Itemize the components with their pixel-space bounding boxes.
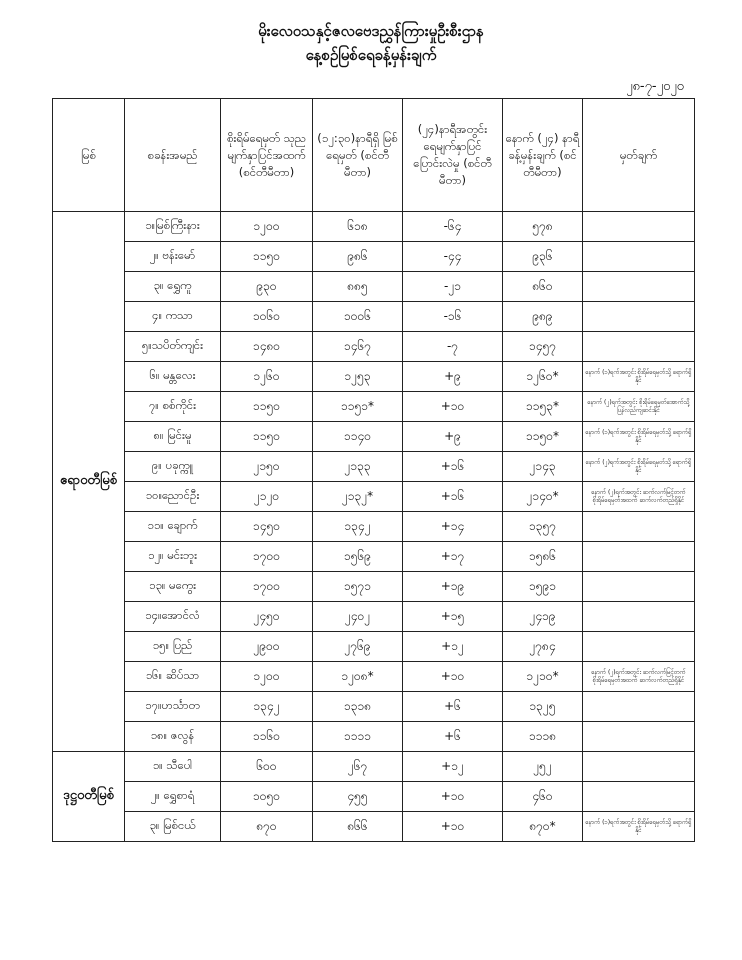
remark-cell	[583, 272, 695, 302]
change-cell: +၁၂	[403, 752, 503, 782]
table-row	[53, 392, 695, 422]
danger-level-cell: ၁၂၀၀	[221, 662, 313, 692]
col-river: မြစ်	[53, 99, 125, 212]
remark-cell	[583, 692, 695, 722]
water-level-cell: ၈၆၆	[313, 812, 403, 842]
change-cell: +၉	[403, 422, 503, 452]
water-level-cell: ၁၃၄၂	[313, 512, 403, 542]
forecast-cell: ၉၃၆	[503, 242, 583, 272]
change-cell: +၁၀	[403, 782, 503, 812]
danger-level-cell: ၁၂၆၀	[221, 362, 313, 392]
station-cell: ၁၁။ ချောက်	[125, 512, 221, 542]
col-remarks: မှတ်ချက်	[583, 99, 695, 212]
forecast-cell: ၄၆၀	[503, 782, 583, 812]
station-cell: ၁၈။ ဇလွန်	[125, 722, 221, 752]
col-forecast: နောက် (၂၄) နာရီ ခန့်မှန်းချက် (စင်တီမီတာ)	[503, 99, 583, 212]
station-cell: ၁၄။အောင်လံ	[125, 602, 221, 632]
change-cell: -၁၆	[403, 302, 503, 332]
danger-level-cell: ၁၀၅၀	[221, 782, 313, 812]
water-level-cell: ၂၇၆၉	[313, 632, 403, 662]
forecast-cell: ၁၂၆၀*	[503, 362, 583, 392]
forecast-cell: ၈၇၀*	[503, 812, 583, 842]
remark-cell	[583, 632, 695, 662]
table-row	[53, 512, 695, 542]
forecast-cell: ၁၄၅၇	[503, 332, 583, 362]
table-row	[53, 542, 695, 572]
water-level-cell: ၁၃၁၈	[313, 692, 403, 722]
danger-level-cell: ၁၇၀၀	[221, 572, 313, 602]
change-cell: +၁၀	[403, 812, 503, 842]
station-cell: ၂။ ရွှေစာရံ	[125, 782, 221, 812]
station-cell: ၁၂။ မင်းဘူး	[125, 542, 221, 572]
change-cell: +၁၅	[403, 602, 503, 632]
forecast-cell: ၂၄၁၉	[503, 602, 583, 632]
remark-cell: နောက် (၁)ရက်အတွင်း စိုးရိမ်ရေမှတ်သို့ ရောက်ရှိနိုင်	[583, 422, 695, 452]
forecast-cell: ၈၆၀	[503, 272, 583, 302]
change-cell: +၉	[403, 362, 503, 392]
change-cell: +၁၀	[403, 392, 503, 422]
danger-level-cell: ၂၁၂၀	[221, 482, 313, 512]
danger-level-cell: ၂၉၀၀	[221, 632, 313, 662]
table-body	[53, 212, 695, 842]
table-row	[53, 812, 695, 842]
table-row	[53, 662, 695, 692]
danger-level-cell: ၂၄၅၀	[221, 602, 313, 632]
water-level-cell: ၁၂၀၈*	[313, 662, 403, 692]
station-cell: ၁။မြစ်ကြီးနား	[125, 212, 221, 242]
col-water-level: (၁၂:၃၀)နာရီရှိ မြစ်ရေမှတ် (စင်တီမီတာ)	[313, 99, 403, 212]
remark-cell	[583, 752, 695, 782]
change-cell: +၆	[403, 692, 503, 722]
remark-cell	[583, 602, 695, 632]
remark-cell	[583, 242, 695, 272]
river-name-cell: ဒုဋ္ဌဝတီမြစ်	[53, 752, 125, 842]
table-row	[53, 272, 695, 302]
station-cell: ၄။ ကသာ	[125, 302, 221, 332]
org-title: မိုးလေဝသနှင့်ဇလဗေဒညွှန်ကြားမှုဦးစီးဌာန	[258, 22, 484, 40]
station-cell: ၇။ စစ်ကိုင်း	[125, 392, 221, 422]
forecast-table	[52, 98, 695, 842]
water-level-cell: ၉၈၆	[313, 242, 403, 272]
water-level-cell: ၁၁၁၁	[313, 722, 403, 752]
water-level-cell: ၄၅၅	[313, 782, 403, 812]
water-level-cell: ၁၅၇၁	[313, 572, 403, 602]
water-level-cell: ၆၁၈	[313, 212, 403, 242]
forecast-cell: ၅၇၈	[503, 212, 583, 242]
station-cell: ၃။ ရွှေကူ	[125, 272, 221, 302]
danger-level-cell: ၆၀၀	[221, 752, 313, 782]
water-level-cell: ၁၄၆၇	[313, 332, 403, 362]
table-row	[53, 782, 695, 812]
forecast-cell: ၁၁၅၀*	[503, 422, 583, 452]
change-cell: -၇	[403, 332, 503, 362]
header-row	[53, 99, 695, 212]
remark-cell: နောက် (၂)ရက်အတွင်း ဆက်လက်မြင့်တက် စိုးရိမ်ရေမှတ်အထက် ဆက်လက်တည်ရှိနိုင်	[583, 662, 695, 692]
danger-level-cell: ၁၄၈၀	[221, 332, 313, 362]
report-title: နေ့စဉ်မြစ်ရေခန့်မှန်းချက်	[305, 46, 437, 64]
forecast-cell: ၁၂၁၀*	[503, 662, 583, 692]
station-cell: ၈။ မြင်းမူ	[125, 422, 221, 452]
station-cell: ၁၅။ ပြည်	[125, 632, 221, 662]
change-cell: +၁၇	[403, 542, 503, 572]
danger-level-cell: ၁၁၅၀	[221, 422, 313, 452]
change-cell: +၁၂	[403, 632, 503, 662]
remark-cell: နောက် (၂)ရက်အတွင်း စိုးရိမ်ရေမှတ်အောက်သို့ ပြန်လည်ကျဆင်းနိုင်	[583, 392, 695, 422]
remark-cell	[583, 722, 695, 752]
station-cell: ၉။ ပခုက္ကူ	[125, 452, 221, 482]
table-row	[53, 452, 695, 482]
table-row	[53, 362, 695, 392]
remark-cell: နောက် (၂)ရက်အတွင်း စိုးရိမ်ရေမှတ်သို့ ရောက်ရှိနိုင်	[583, 452, 695, 482]
station-cell: ၁၇။ဟင်္သာတ	[125, 692, 221, 722]
forecast-cell: ၁၁၅၃*	[503, 392, 583, 422]
forecast-cell: ၂၁၄၀*	[503, 482, 583, 512]
station-cell: ၁၀။ညောင်ဦး	[125, 482, 221, 512]
remark-cell	[583, 572, 695, 602]
remark-cell	[583, 782, 695, 812]
danger-level-cell: ၂၁၅၀	[221, 452, 313, 482]
change-cell: -၄၄	[403, 242, 503, 272]
change-cell: +၁၀	[403, 662, 503, 692]
station-cell: ၅။သပိတ်ကျင်း	[125, 332, 221, 362]
change-cell: -၂၁	[403, 272, 503, 302]
station-cell: ၆။ မန္တလေး	[125, 362, 221, 392]
water-level-cell: ၁၁၄၀	[313, 422, 403, 452]
water-level-cell: ၂၁၃၃	[313, 452, 403, 482]
forecast-cell: ၁၃၅၇	[503, 512, 583, 542]
water-level-cell: ၂၄၀၂	[313, 602, 403, 632]
remark-cell	[583, 512, 695, 542]
water-level-cell: ၂၆၇	[313, 752, 403, 782]
danger-level-cell: ၈၇၀	[221, 812, 313, 842]
forecast-cell: ၁၅၈၆	[503, 542, 583, 572]
forecast-cell: ၂၅၂	[503, 752, 583, 782]
table-row	[53, 422, 695, 452]
station-cell: ၁။ သီပေါ	[125, 752, 221, 782]
forecast-cell: ၁၅၉၁	[503, 572, 583, 602]
table-row	[53, 692, 695, 722]
table-row	[53, 242, 695, 272]
danger-level-cell: ၁၄၅၀	[221, 512, 313, 542]
station-cell: ၁၃။ မကွေး	[125, 572, 221, 602]
forecast-cell: ၁၃၂၅	[503, 692, 583, 722]
water-level-cell: ၁၁၅၁*	[313, 392, 403, 422]
col-station: စခန်းအမည်	[125, 99, 221, 212]
table-row	[53, 602, 695, 632]
col-danger-level: စိုးရိမ်ရေမှတ် သုညမျက်နှာပြင်အထက် (စင်တီမီတာ)	[221, 99, 313, 212]
table-row	[53, 482, 695, 512]
remark-cell: နောက် (၁)ရက်အတွင်း စိုးရိမ်ရေမှတ်သို့ ရောက်ရှိနိုင်	[583, 812, 695, 842]
report-date: ၂၈-၇-၂၀၂၀	[626, 79, 684, 94]
danger-level-cell: ၁၇၀၀	[221, 542, 313, 572]
forecast-cell: ၉၈၉	[503, 302, 583, 332]
table-row	[53, 212, 695, 242]
remark-cell: နောက် (၁)ရက်အတွင်း စိုးရိမ်ရေမှတ်သို့ ရောက်ရှိနိုင်	[583, 362, 695, 392]
danger-level-cell: ၁၀၆၀	[221, 302, 313, 332]
change-cell: +၁၆	[403, 482, 503, 512]
table-row	[53, 302, 695, 332]
table-row	[53, 572, 695, 602]
change-cell: +၆	[403, 722, 503, 752]
station-cell: ၁၆။ ဆိပ်သာ	[125, 662, 221, 692]
forecast-cell: ၁၁၁၈	[503, 722, 583, 752]
danger-level-cell: ၁၁၅၀	[221, 242, 313, 272]
danger-level-cell: ၁၁၅၀	[221, 392, 313, 422]
col-change: (၂၄)နာရီအတွင်း ရေမျက်နှာပြင် ပြောင်းလဲမှု (စင်တီမီတာ)	[403, 99, 503, 212]
table-row	[53, 332, 695, 362]
water-level-cell: ၂၁၃၂*	[313, 482, 403, 512]
water-level-cell: ၈၈၅	[313, 272, 403, 302]
table-row	[53, 752, 695, 782]
remark-cell	[583, 542, 695, 572]
forecast-cell: ၂၁၄၃	[503, 452, 583, 482]
water-level-cell: ၁၂၅၃	[313, 362, 403, 392]
remark-cell	[583, 302, 695, 332]
remark-cell	[583, 332, 695, 362]
station-cell: ၂။ ဗန်းမော်	[125, 242, 221, 272]
table-row	[53, 722, 695, 752]
water-level-cell: ၁၀၀၆	[313, 302, 403, 332]
change-cell: +၁၄	[403, 512, 503, 542]
danger-level-cell: ၁၂၀၀	[221, 212, 313, 242]
water-level-cell: ၁၅၆၉	[313, 542, 403, 572]
table-row	[53, 632, 695, 662]
danger-level-cell: ၁၁၆၀	[221, 722, 313, 752]
remark-cell: နောက် (၂)ရက်အတွင်း ဆက်လက်မြင့်တက် စိုးရိမ်ရေမှတ်အထက် ဆက်လက်တည်ရှိနိုင်	[583, 482, 695, 512]
station-cell: ၃။ မြစ်ငယ်	[125, 812, 221, 842]
change-cell: -၆၄	[403, 212, 503, 242]
danger-level-cell: ၁၃၄၂	[221, 692, 313, 722]
river-name-cell: ဧရာဝတီမြစ်	[53, 212, 125, 752]
forecast-cell: ၂၇၈၄	[503, 632, 583, 662]
change-cell: +၁၆	[403, 452, 503, 482]
change-cell: +၁၉	[403, 572, 503, 602]
danger-level-cell: ၉၃၀	[221, 272, 313, 302]
remark-cell	[583, 212, 695, 242]
